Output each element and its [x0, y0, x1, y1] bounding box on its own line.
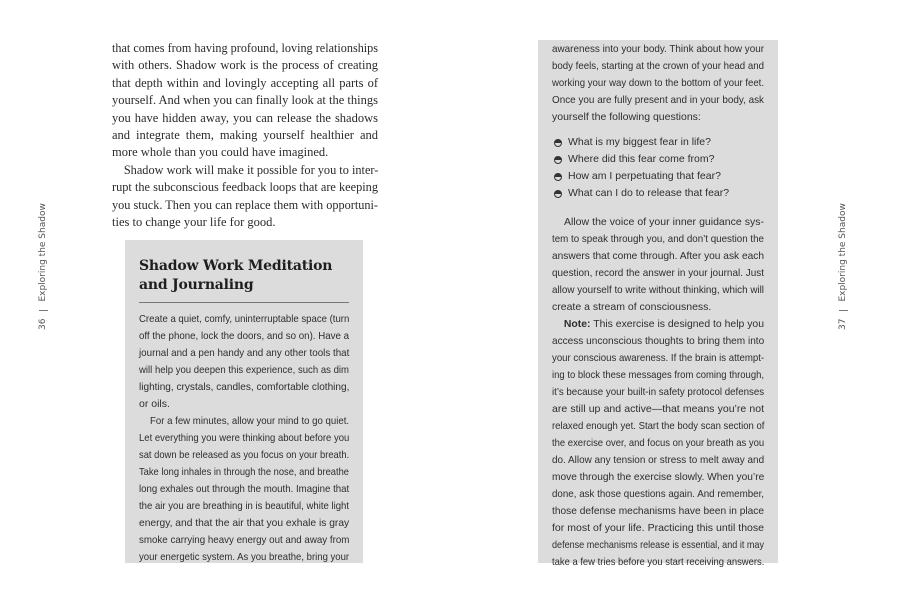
text-line: more whole than you could have imagined.: [112, 145, 329, 160]
text-line: it’s because your built-in safety protocol defenses: [552, 386, 765, 398]
sidebar-box: [538, 40, 778, 568]
question-item: [552, 185, 764, 202]
text-line: journal and a pen handy and any other tools that: [139, 347, 350, 359]
text-line: your conscious awareness. If the brain is attempt-: [552, 352, 765, 364]
text-line: rupt the subconscious feedback loops that are keeping: [112, 180, 378, 195]
text-line: with others. Shadow work is the process of creating: [112, 58, 378, 73]
half-filled-circle-icon: [554, 139, 562, 147]
spacer: [552, 126, 764, 134]
divider: [39, 310, 48, 311]
text-line: will help you deepen this experience, such as dim: [139, 364, 349, 376]
question-item: [552, 151, 764, 168]
body-text: [112, 40, 378, 231]
text-line: body feels, starting at the crown of your head and: [552, 60, 764, 72]
text-line: relaxed enough yet. Start the body scan section of: [552, 420, 765, 432]
running-head-title: Exploring the Shadow: [838, 203, 848, 302]
page-number: 37: [838, 318, 848, 330]
text-line: that depth within and lovingly accepting all parts of: [112, 75, 378, 90]
text-line: sat down be released as you focus on your breath.: [139, 449, 350, 461]
title-line: and Journaling: [139, 277, 254, 293]
note-first-line: [552, 316, 764, 333]
text-line: Let everything you were thinking about before you: [139, 432, 350, 444]
text-line: Shadow work will make it possible for you to inter-: [123, 162, 379, 177]
question-text: How am I perpetuating that fear?: [568, 170, 721, 182]
text-line: the exercise over, and focus on your breath as you: [552, 437, 765, 449]
sidebar-box: [125, 240, 363, 563]
text-line: you stuck. Then you can replace them with opportuni-: [112, 197, 378, 212]
question-item: [552, 168, 764, 185]
text-line: for most of your life. Practicing this until those: [552, 522, 764, 534]
half-filled-circle-icon: [554, 173, 562, 181]
text-line: off the phone, lock the doors, and so on). Have a: [139, 330, 349, 342]
text-line: ties to change your life for good.: [112, 215, 276, 230]
text-line: move through the exercise slowly. When you’re: [552, 471, 765, 483]
text-line: yourself. And when you can finally look at the things: [112, 93, 378, 108]
text-line: Create a quiet, comfy, uninterruptable space (turn: [139, 313, 350, 325]
question-text: Where did this fear come from?: [568, 153, 715, 165]
text-line: awareness into your body. Think about how your: [552, 43, 764, 55]
question-text: What can I do to release that fear?: [568, 187, 730, 199]
text-line: ing to block these messages from coming through,: [552, 369, 764, 381]
running-head-title: Exploring the Shadow: [38, 203, 48, 302]
text-line: and integrate them, making yourself healthier and: [112, 128, 378, 143]
text-line: yourself the following questions:: [552, 111, 701, 123]
spacer: [552, 202, 764, 214]
text-line: long exhales out through the mouth. Imagine that: [139, 483, 350, 495]
text-line: take a few tries before you start receiving answers.: [552, 556, 765, 568]
title-rule: [139, 302, 349, 303]
text-line: energy, and that the air that you exhale is gray: [139, 517, 350, 529]
text-line: defense mechanisms release is essential, and it may: [552, 539, 764, 551]
divider: [839, 310, 848, 311]
text-line: access unconscious thoughts to bring them into: [552, 335, 765, 347]
text-line: allow yourself to write without thinking, which will: [552, 284, 764, 296]
question-text: What is my biggest fear in life?: [568, 136, 711, 148]
text-line: that comes from having profound, loving relationships: [112, 41, 378, 55]
text-line: answers that come through. After you ask each: [552, 250, 764, 262]
text-line: smoke carrying heavy energy out and away from: [139, 534, 350, 546]
text-line: the air you are breathing in is beautiful, white light: [139, 500, 349, 512]
text-line: Take long inhales in through the nose, and breathe: [139, 466, 349, 478]
text-line: you have hidden away, you can release the shadows: [112, 110, 378, 125]
text-line: lighting, crystals, candles, comfortable clothing,: [139, 381, 350, 393]
text-line: those defense mechanisms have been in place: [552, 505, 764, 517]
page-number: 36: [38, 318, 48, 330]
running-head-right: [838, 203, 848, 330]
text-line: Once you are fully present and in your body, ask: [552, 94, 764, 106]
title-line: Shadow Work Meditation: [139, 258, 333, 274]
text-line: your energetic system. As you breathe, bring your: [139, 551, 350, 563]
text-line: working your way down to the bottom of your feet.: [552, 77, 764, 89]
text-line: or oils.: [139, 398, 170, 410]
running-head-left: [38, 203, 48, 330]
half-filled-circle-icon: [554, 156, 562, 164]
question-item: [552, 134, 764, 151]
text-line: are still up and active—that means you’re not: [552, 403, 764, 415]
text-line: For a few minutes, allow your mind to go quiet.: [150, 415, 350, 427]
text-line: tem to speak through you, and don’t question the: [552, 233, 764, 245]
text-line: Allow the voice of your inner guidance sys-: [564, 216, 764, 228]
text-line: do. Allow any tension or stress to melt away and: [552, 454, 765, 466]
sidebar-title: [139, 257, 349, 295]
text-line: question, record the answer in your journal. Just: [552, 267, 764, 279]
text-line: create a stream of consciousness.: [552, 301, 712, 313]
text-line: This exercise is designed to help you: [590, 318, 764, 330]
note-label: Note:: [563, 318, 591, 330]
text-line: done, ask those questions again. And remember,: [552, 488, 764, 500]
half-filled-circle-icon: [554, 190, 562, 198]
